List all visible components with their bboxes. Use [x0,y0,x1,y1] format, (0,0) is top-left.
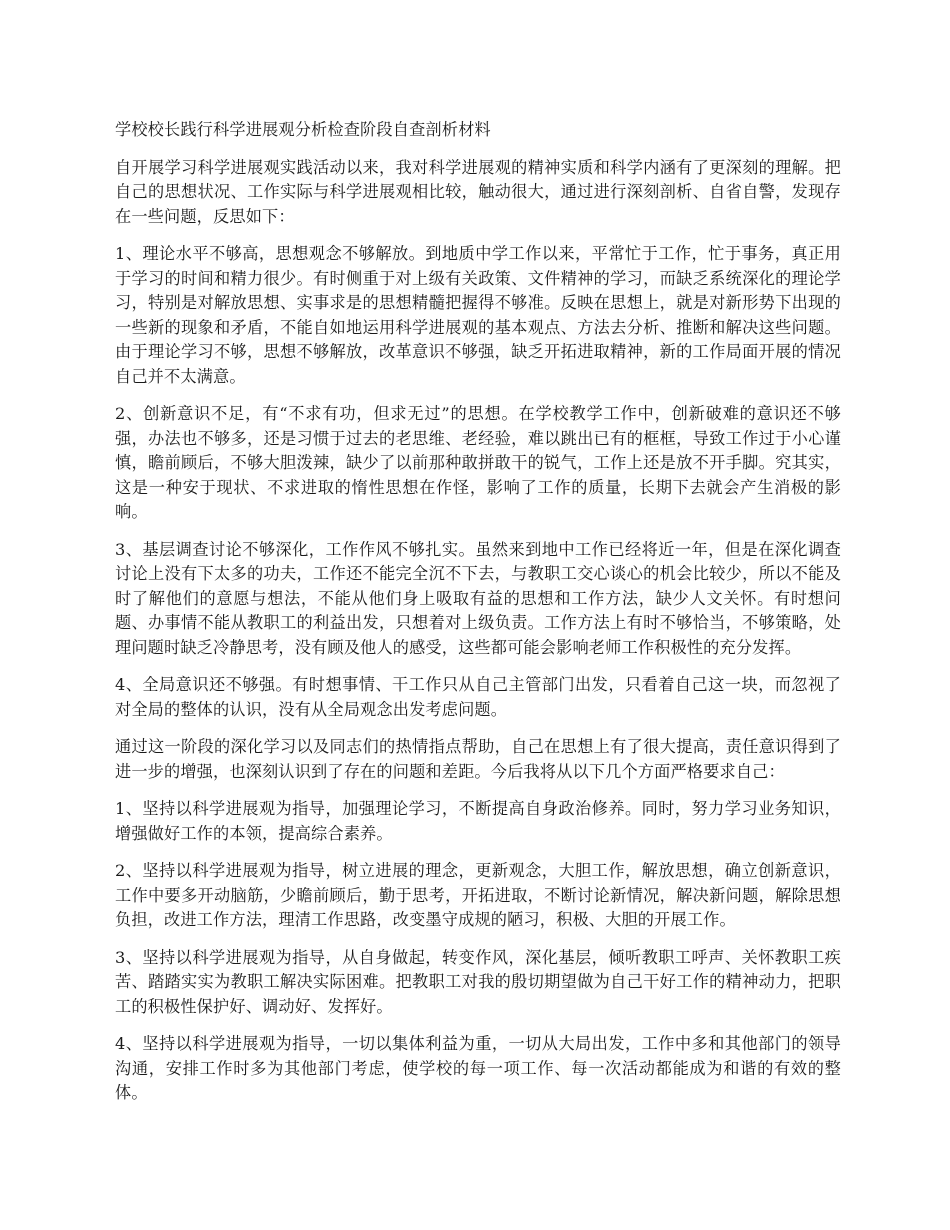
document-title: 学校校长践行科学进展观分析检查阶段自查剖析材料 [115,120,491,139]
measure-paragraph-3: 3、坚持以科学进展观为指导，从自身做起，转变作风，深化基层，倾听教职工呼声、关怀教职工疾苦、踏踏实实为教职工解决实际困难。把教职工对我的殷切期望做为自己干好工作的精神动力，把职工的积极性保护好、调动好、发挥好。 [115,947,841,1016]
problem-paragraph-4: 4、全局意识还不够强。有时想事情、干工作只从自己主管部门出发，只看着自己这一块，而忽视了对全局的整体的认识，没有从全局观念出发考虑问题。 [115,675,841,719]
document-page [115,118,841,1119]
problem-paragraph-3: 3、基层调查讨论不够深化，工作作风不够扎实。虽然来到地中工作已经将近一年，但是在深化调查讨论上没有下太多的功夫，工作还不能完全沉不下去，与教职工交心谈心的机会比较少，所以不能及时了解他们的意愿与想法，不能从他们身上吸取有益的思想和工作方法，缺少人文关怀。有时想问题、办事情不能从教职工的利益出发，只想着对上级负责。工作方法上有时不够恰当，不够策略，处理问题时缺乏冷静思考，没有顾及他人的感受，这些都可能会影响老师工作积极性的充分发挥。 [115,539,841,657]
problem-paragraph-2: 2、创新意识不足，有“不求有功，但求无过”的思想。在学校教学工作中，创新破难的意识还不够强，办法也不够多，还是习惯于过去的老思维、老经验，难以跳出已有的框框，导致工作过于小心谨慎，瞻前顾后，不够大胆泼辣，缺少了以前那种敢拼敢干的锐气，工作上还是放不开手脚。究其实，这是一种安于现状、不求进取的惰性思想在作怪，影响了工作的质量，长期下去就会产生消极的影响。 [115,404,841,521]
transition-paragraph: 通过这一阶段的深化学习以及同志们的热情指点帮助，自己在思想上有了很大提高，责任意识得到了进一步的增强，也深刻认识到了存在的问题和差距。今后我将从以下几个方面严格要求自己： [115,737,841,781]
measure-paragraph-2: 2、坚持以科学进展观为指导，树立进展的理念，更新观念，大胆工作，解放思想，确立创新意识，工作中要多开动脑筋，少瞻前顾后，勤于思考，开拓进取，不断讨论新情况，解决新问题，解除思想负担，改进工作方法，理清工作思路，改变墨守成规的陋习，积极、大胆的开展工作。 [115,861,841,929]
measure-paragraph-4: 4、坚持以科学进展观为指导，一切以集体利益为重，一切从大局出发，工作中多和其他部门的领导沟通，安排工作时多为其他部门考虑，使学校的每一项工作、每一次活动都能成为和谐的有效的整体。 [115,1034,841,1102]
problem-paragraph-1: 1、理论水平不够高，思想观念不够解放。到地质中学工作以来，平常忙于工作，忙于事务，真正用于学习的时间和精力很少。有时侧重于对上级有关政策、文件精神的学习，而缺乏系统深化的理论学习，特别是对解放思想、实事求是的思想精髓把握得不够准。反映在思想上，就是对新形势下出现的一些新的现象和矛盾，不能自如地运用科学进展观的基本观点、方法去分析、推断和解决这些问题。由于理论学习不够，思想不够解放，改革意识不够强，缺乏开拓进取精神，新的工作局面开展的情况自己并不太满意。 [115,244,841,386]
measure-paragraph-1: 1、坚持以科学进展观为指导，加强理论学习，不断提高自身政治修养。同时，努力学习业务知识，增强做好工作的本领，提高综合素养。 [115,799,841,843]
intro-paragraph: 自开展学习科学进展观实践活动以来，我对科学进展观的精神实质和科学内涵有了更深刻的理解。把自己的思想状况、工作实际与科学进展观相比较，触动很大，通过进行深刻剖析、自省自警，发现存在一些问题，反思如下： [115,157,841,226]
